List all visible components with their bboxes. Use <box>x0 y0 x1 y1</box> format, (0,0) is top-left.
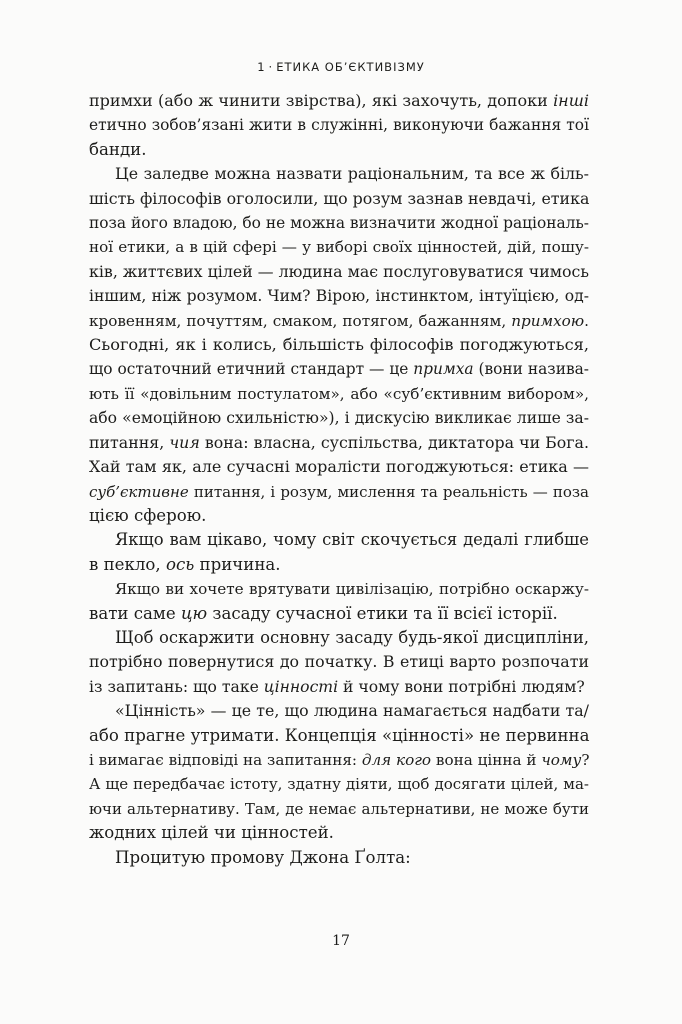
italic-emphasis: ось <box>165 554 195 574</box>
chapter-title: ЕТИКА ОБ’ЄКТИВІЗМУ <box>276 60 425 74</box>
text-span: Сьогодні, як і колись, більшість філософів погоджуються, <box>89 335 589 355</box>
text-line <box>89 235 589 259</box>
text-span: потрібно повернутися до початку. В етиці варто розпочати <box>89 652 589 672</box>
text-span: іншим, ніж розумом. Чим? Вірою, інстинктом, інтуїцією, од- <box>89 287 589 306</box>
text-line <box>89 553 589 577</box>
running-header <box>0 60 682 74</box>
text-span: кровенням, почуттям, смаком, потягом, бажанням, <box>89 311 512 330</box>
text-line <box>89 309 589 333</box>
text-span: шість філософів оголосили, що розум зазнав невдачі, етика <box>89 188 590 208</box>
text-span: питання, <box>89 432 170 452</box>
text-span: . <box>584 311 589 330</box>
text-line <box>89 724 589 748</box>
italic-emphasis: чия <box>169 432 200 452</box>
text-span: питання, і розум, мислення та реальність — поза <box>188 482 589 501</box>
text-span: ючи альтернативу. Там, де немає альтернативи, не може бути <box>89 799 589 818</box>
text-line <box>89 406 589 430</box>
text-line <box>89 333 589 357</box>
text-line <box>89 89 589 113</box>
text-line <box>89 431 589 455</box>
header-separator: · <box>268 60 274 74</box>
italic-emphasis: цінності <box>263 677 339 696</box>
italic-emphasis: цю <box>180 603 208 623</box>
italic-emphasis: чому <box>541 750 582 769</box>
text-span: ної етики, а в цій сфері — у виборі своїх цінностей, дій, пошу- <box>89 238 589 257</box>
italic-emphasis: для кого <box>361 750 432 769</box>
text-line <box>89 382 589 406</box>
text-line <box>89 699 589 723</box>
text-span: ? <box>581 750 590 769</box>
text-span: і вимагає відповіді на запитання: <box>89 750 362 769</box>
text-span: примхи (або ж чинити звірства), які захочуть, допоки <box>89 91 554 110</box>
text-span: й чому вони потрібні людям? <box>338 677 585 696</box>
text-span: Якщо вам цікаво, чому світ скочується дедалі глибше <box>115 530 589 550</box>
text-span: (вони назива- <box>473 360 589 379</box>
text-line <box>89 821 589 845</box>
chapter-number: 1 <box>257 60 266 74</box>
text-span: в пекло, <box>89 554 166 574</box>
page-number: 17 <box>332 933 350 949</box>
text-line <box>89 504 589 528</box>
text-line <box>89 650 589 674</box>
text-line <box>89 797 589 821</box>
text-span: поза його владою, бо не можна визначити жодної раціональ- <box>89 214 589 233</box>
text-line <box>89 577 589 601</box>
text-span: що остаточний етичний стандарт — це <box>89 360 414 379</box>
text-span: етично зобов’язані жити в служінні, виконуючи бажання тої <box>89 116 589 135</box>
italic-emphasis: примхою <box>511 311 585 330</box>
text-line <box>89 846 589 870</box>
text-line <box>89 455 589 479</box>
text-span: Це заледве можна назвати раціональним, та все ж біль- <box>115 164 589 184</box>
text-span: із запитань: що таке <box>89 677 264 696</box>
text-line <box>89 626 589 650</box>
text-span: або «емоційною схильністю»), і дискусію викликає лише за- <box>89 409 589 428</box>
text-span: Процитую промову Джона Ґолта: <box>115 847 411 867</box>
italic-emphasis: суб’єктивне <box>89 482 189 501</box>
italic-emphasis: інші <box>553 91 589 110</box>
text-line <box>89 284 589 308</box>
text-line <box>89 162 589 186</box>
italic-emphasis: примха <box>413 360 474 379</box>
text-line <box>89 138 589 162</box>
text-span: вона: власна, суспільства, диктатора чи Бога. <box>199 432 589 452</box>
text-line <box>89 748 589 772</box>
text-span: причина. <box>194 554 281 574</box>
text-span: вона цінна й <box>431 750 542 769</box>
text-span: вати саме <box>89 603 181 623</box>
text-line <box>89 675 589 699</box>
text-span: засаду сучасної етики та її всієї історії. <box>207 603 558 623</box>
text-line <box>89 211 589 235</box>
text-span: А ще передбачає істоту, здатну діяти, щоб досягати цілей, ма- <box>89 775 589 794</box>
text-line <box>89 113 589 137</box>
text-line <box>89 260 589 284</box>
text-line <box>89 357 589 381</box>
text-line <box>89 602 589 626</box>
text-span: або прагне утримати. Концепція «цінності» не первинна <box>89 725 590 745</box>
text-span: банди. <box>89 139 147 159</box>
text-span: ків, життєвих цілей — людина має послуговуватися чимось <box>89 261 589 281</box>
text-span: Щоб оскаржити основну засаду будь-якої дисципліни, <box>115 627 589 647</box>
text-span: цією сферою. <box>89 505 207 525</box>
text-span: жодних цілей чи цінностей. <box>89 823 334 843</box>
text-line <box>89 772 589 796</box>
text-line <box>89 187 589 211</box>
body-text <box>89 89 589 870</box>
text-line <box>89 528 589 552</box>
text-span: ють її «довільним постулатом», або «суб’єктивним вибором», <box>89 384 589 403</box>
text-span: «Цінність» — це те, що людина намагається надбати та/ <box>115 701 589 721</box>
text-span: Якщо ви хочете врятувати цивілізацію, потрібно оскаржу- <box>115 580 589 599</box>
text-span: Хай там як, але сучасні моралісти погоджуються: етика — <box>89 457 589 477</box>
text-line <box>89 480 589 504</box>
